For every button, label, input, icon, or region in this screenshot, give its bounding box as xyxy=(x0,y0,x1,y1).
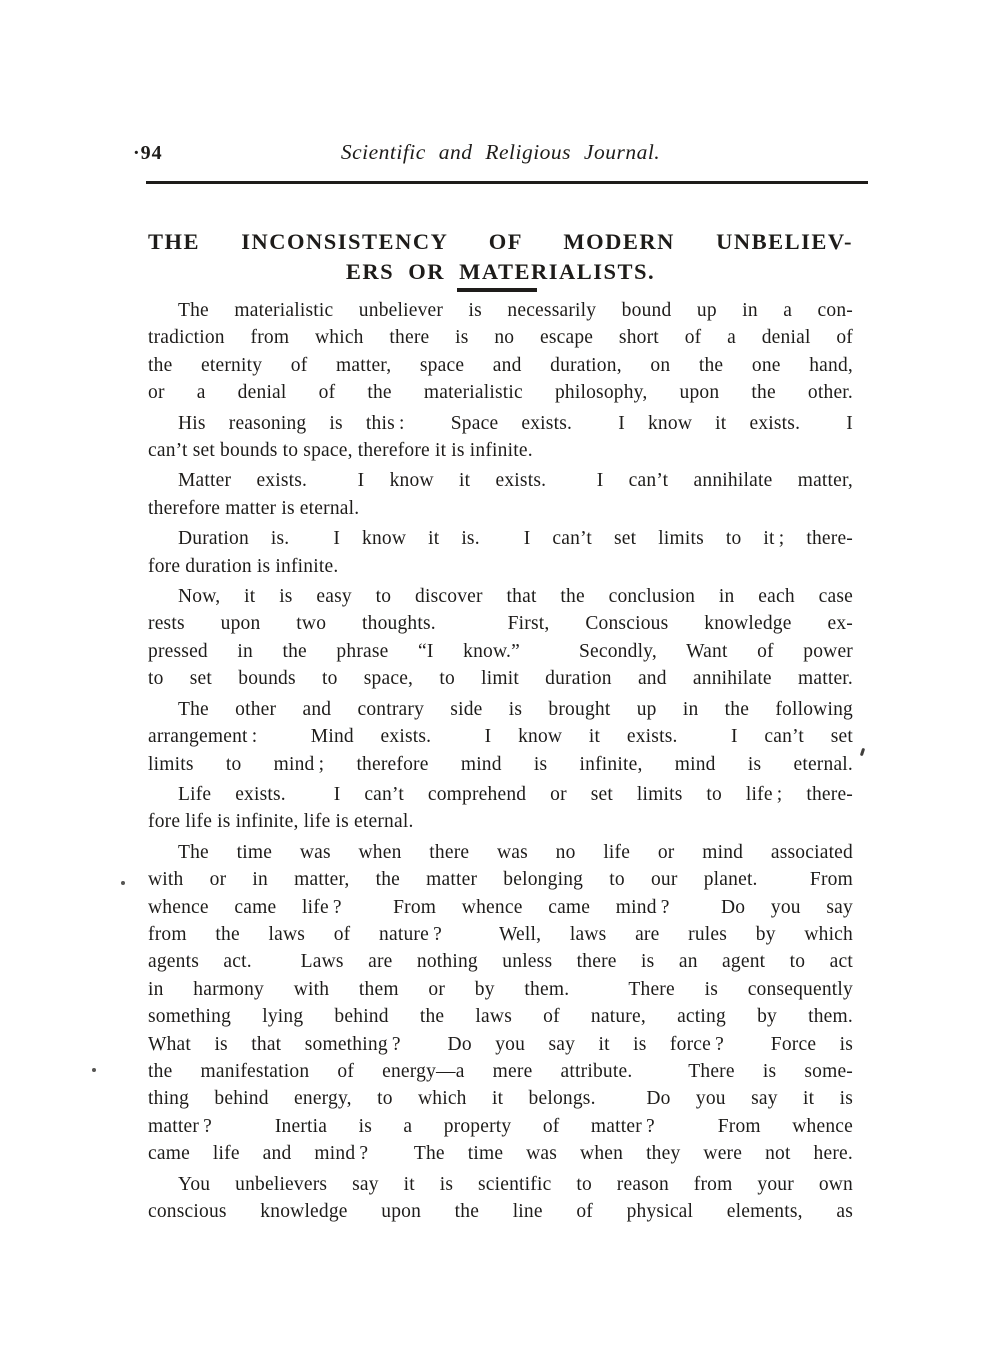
article-title xyxy=(148,227,853,286)
text-line: something lying behind the laws of nature, acting by them. xyxy=(148,1006,853,1028)
text-line: pressed in the phrase “I know.” Secondly, Want of power xyxy=(148,640,853,662)
ink-speck xyxy=(92,1068,96,1072)
journal-title: Scientific and Religious Journal. xyxy=(340,140,661,164)
text-line: fore life is infinite, life is eternal. xyxy=(148,811,414,833)
text-line: fore duration is infinite. xyxy=(148,555,339,577)
paragraph xyxy=(148,297,853,407)
text-line: arrangement : Mind exists. I know it exists. I can’t set xyxy=(148,726,853,748)
text-line: the eternity of matter, space and duration, on the one hand, xyxy=(148,354,853,376)
text-line: conscious knowledge upon the line of physical elements, as xyxy=(148,1201,853,1222)
text-line: thing behind energy, to which it belongs. Do you say it is xyxy=(148,1088,853,1110)
text-line: agents act. Laws are nothing unless there is an agent to act xyxy=(148,951,853,973)
page-header xyxy=(133,140,853,170)
text-line: limits to mind ; therefore mind is infinite, mind is eternal. xyxy=(148,753,853,775)
paragraph xyxy=(148,525,853,580)
article-title-line-2: ERS OR MATERIALISTS. xyxy=(345,259,656,284)
text-line: rests upon two thoughts. First, Conscious knowledge ex- xyxy=(148,613,853,635)
paragraph xyxy=(148,696,853,778)
title-divider xyxy=(457,288,537,292)
text-line: Matter exists. I know it exists. I can’t annihilate matter, xyxy=(178,470,853,492)
paragraph xyxy=(148,781,853,836)
paragraph xyxy=(148,467,853,522)
article-title-line-1: THE INCONSISTENCY OF MODERN UNBELIEV- xyxy=(148,229,853,254)
text-line: can’t set bounds to space, therefore it is infinite. xyxy=(148,440,533,462)
header-rule xyxy=(146,181,868,184)
text-line: from the laws of nature ? Well, laws are rules by which xyxy=(148,923,853,945)
text-line: Life exists. I can’t comprehend or set limits to life ; there- xyxy=(178,783,853,805)
ink-speck xyxy=(860,748,865,757)
paragraph xyxy=(148,839,853,1168)
paragraph xyxy=(148,583,853,693)
text-line: whence came life ? From whence came mind ? Do you say xyxy=(148,896,853,918)
ink-speck xyxy=(121,881,125,885)
text-line: came life and mind ? The time was when they were not here. xyxy=(148,1143,853,1165)
paragraph xyxy=(148,410,853,465)
page-number: ·94 xyxy=(133,142,163,164)
text-line: The other and contrary side is brought up in the following xyxy=(178,698,853,720)
text-line: the manifestation of energy—a mere attribute. There is some- xyxy=(148,1060,853,1082)
text-line: or a denial of the materialistic philosophy, upon the other. xyxy=(148,382,853,404)
article-body xyxy=(148,297,853,1228)
text-line: to set bounds to space, to limit duration and annihilate matter. xyxy=(148,668,853,690)
paragraph xyxy=(148,1171,853,1226)
text-line: You unbelievers say it is scientific to reason from your own xyxy=(178,1173,853,1195)
text-line: Now, it is easy to discover that the conclusion in each case xyxy=(178,586,853,608)
text-line: Duration is. I know it is. I can’t set limits to it ; there- xyxy=(178,528,853,550)
text-line: What is that something ? Do you say it is force ? Force is xyxy=(148,1033,853,1055)
text-line: The materialistic unbeliever is necessarily bound up in a con- xyxy=(178,300,853,321)
text-line: His reasoning is this : Space exists. I know it exists. I xyxy=(178,412,853,434)
text-line: therefore matter is eternal. xyxy=(148,497,360,519)
text-line: The time was when there was no life or mind associated xyxy=(178,841,853,863)
text-line: tradiction from which there is no escape short of a denial of xyxy=(148,327,853,349)
text-line: in harmony with them or by them. There is consequently xyxy=(148,978,853,1000)
text-line: with or in matter, the matter belonging to our planet. From xyxy=(148,869,853,891)
text-line: matter ? Inertia is a property of matter ? From whence xyxy=(148,1115,853,1137)
